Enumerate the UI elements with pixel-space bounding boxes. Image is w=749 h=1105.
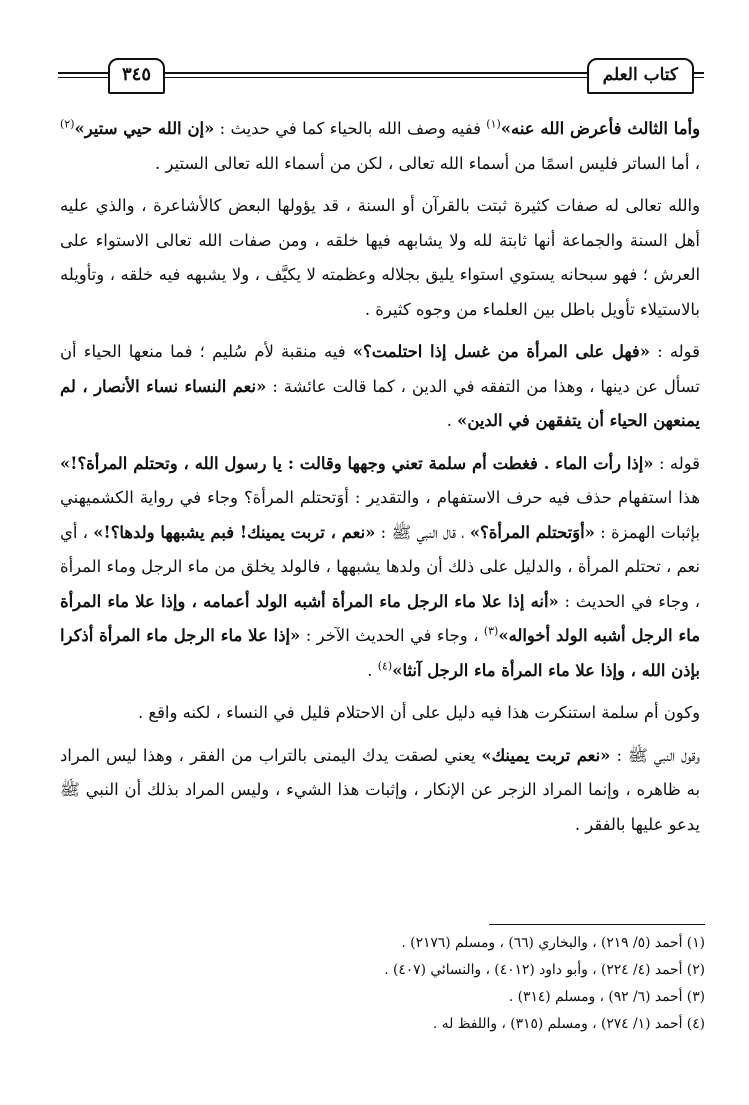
footnote-marker: (١) xyxy=(486,117,501,131)
quoted-text: «نعم النساء نساء الأنصار ، لم يمنعهن الحياء أن يتفقهن في الدين» xyxy=(60,376,700,430)
chapter-title: كتاب العلم xyxy=(587,58,694,94)
quoted-text: «نعم تربت يمينك» xyxy=(481,745,611,765)
text-run: هذا استفهام حذف فيه حرف الاستفهام ، والتقدير : أوَتحتلم المرأة؟ وجاء في رواية الكشميهني بإثبات الهمزة : xyxy=(60,488,701,542)
text-run: والله تعالى له صفات كثيرة ثبتت بالقرآن أو السنة ، قد يؤولها البعض كالأشاعرة ، والذي عليه أهل السنة والجماعة أنها ثابتة لله ولا يشابهه فيها خلقه ، ومن صفات الله تعالى الاستواء على العرش ؛ فهو سبحانه يستوي استواء يليق بجلاله وعظمته لا يكيَّف ، ولا يشبهه فيه خلقه ، وتأويله بالاستيلاء تأويل باطل بين العلماء من وجوه كثيرة . xyxy=(60,196,700,319)
quoted-text: وأما الثالث فأعرض الله عنه» xyxy=(500,119,700,138)
text-run: . xyxy=(367,660,378,680)
footnote: (٣) أحمد (٦/ ٩٢) ، ومسلم (٣١٤) . xyxy=(508,989,705,1005)
footnote-marker: (٤) xyxy=(377,659,393,673)
quoted-text: «إذا علا ماء الرجل ماء المرأة أذكرا بإذن الله ، وإذا علا ماء المرأة ماء الرجل آنثا» xyxy=(60,626,700,680)
text-run: ففيه وصف الله بالحياء كما في حديث : xyxy=(214,119,487,138)
paragraph xyxy=(60,112,700,181)
footnote: (٢) أحمد (٤/ ٢٢٤) ، وأبو داود (٤٠١٢) ، والنسائي (٤٠٧) . xyxy=(384,962,705,978)
text-run: يعني لصقت يدك اليمنى بالتراب من الفقر ، وهذا ليس المراد به ظاهره ، وإنما المراد الزجر عن الإنكار ، وإثبات هذا الشيء ، وليس المراد بذلك أن النبي ﷺ يدعو عليها بالفقر . xyxy=(60,745,701,834)
paragraph xyxy=(60,189,700,327)
text-run: ، أي نعم ، تحتلم المرأة ، والدليل على ذلك أن ولدها يشبهها ، فالولد يخلق من ماء الرجل وماء المرأة ، وجاء في الحديث : xyxy=(60,522,700,611)
footnote-separator xyxy=(489,924,705,925)
text-run: قوله : xyxy=(653,453,701,473)
footnote: (١) أحمد (٥/ ٢١٩) ، والبخاري (٦٦) ، ومسلم (٢١٧٦) . xyxy=(401,935,705,951)
quoted-text: «فهل على المرأة من غسل إذا احتلمت؟» xyxy=(352,342,650,361)
paragraph xyxy=(60,447,700,689)
paragraph xyxy=(60,335,700,439)
text-run: وقول النبي ﷺ : xyxy=(610,745,700,765)
page-header xyxy=(58,58,704,94)
text-run: . xyxy=(446,411,458,430)
page-number: ٣٤٥ xyxy=(108,58,165,94)
footnote-marker: (٣) xyxy=(483,624,499,638)
text-run: قوله : xyxy=(649,342,700,361)
paragraph xyxy=(60,739,700,843)
main-text xyxy=(60,112,700,850)
text-run: ، قال النبي ﷺ : xyxy=(375,522,470,542)
quoted-text: «أنه إذا علا ماء الرجل ماء المرأة أشبه الولد أعمامه ، وإذا علا ماء المرأة ماء الرجل أشبه الولد أخواله» xyxy=(60,591,700,645)
quoted-text: «أوَتحتلم المرأة؟» xyxy=(469,522,595,542)
quoted-text: «نعم ، تربت يمينك! فبم يشبهها ولدها؟!» xyxy=(93,522,376,542)
footnote: (٤) أحمد (١/ ٢٧٤) ، ومسلم (٣١٥) ، واللفظ له . xyxy=(432,1016,705,1032)
footnotes xyxy=(55,930,705,1038)
text-run: ، وجاء في الحديث الآخر : xyxy=(300,626,484,645)
footnote-marker: (٢) xyxy=(60,117,75,131)
quoted-text: «إذا رأت الماء . فغطت أم سلمة تعني وجهها وقالت : يا رسول الله ، وتحتلم المرأة؟!» xyxy=(60,453,654,473)
paragraph xyxy=(60,696,700,731)
quoted-text: «إن الله حيي ستير» xyxy=(74,119,215,138)
text-run: ، أما الساتر فليس اسمًا من أسماء الله تعالى ، لكن من أسماء الله تعالى الستير . xyxy=(155,153,700,173)
text-run: وكون أم سلمة استنكرت هذا فيه دليل على أن الاحتلام قليل في النساء ، لكنه واقع . xyxy=(137,703,700,722)
text-run: فيه منقبة لأم سُليم ؛ فما منعها الحياء أن تسأل عن دينها ، وهذا من التفقه في الدين ، كما قالت عائشة : xyxy=(60,342,700,396)
